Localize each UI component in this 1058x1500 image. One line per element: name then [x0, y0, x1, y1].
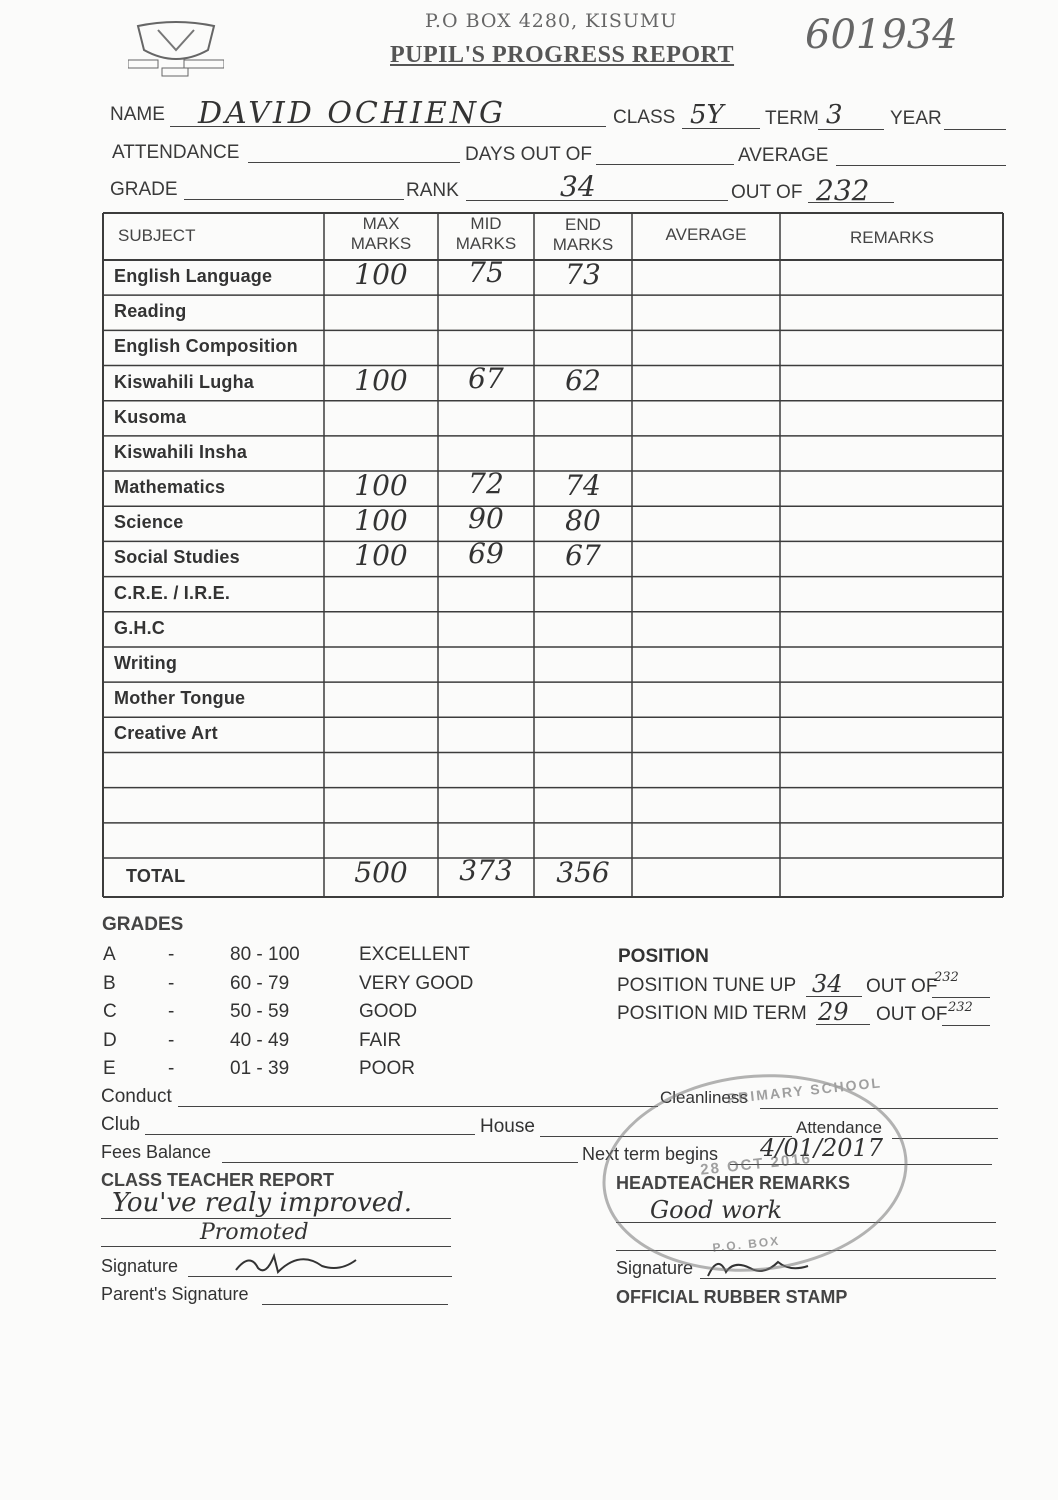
average-label: AVERAGE: [738, 145, 829, 166]
class-teacher-comment-1: You've realy improved.: [112, 1188, 413, 1218]
attendance-footer-label: Attendance: [796, 1118, 883, 1137]
grade-range: 60 - 79: [230, 972, 290, 994]
grade-dash: -: [168, 1058, 175, 1079]
tune-up-label: POSITION TUNE UP: [617, 975, 797, 996]
header-end-marks: END MARKS: [552, 215, 614, 254]
headteacher-comment: Good work: [650, 1196, 783, 1224]
subject-name: Mother Tongue: [114, 688, 246, 709]
next-term-value: 4/01/2017: [760, 1134, 884, 1162]
grade-letter: B: [103, 972, 116, 994]
total-max-marks: 500: [354, 856, 408, 889]
mid-term-out-of-line: [942, 1025, 990, 1026]
cleanliness-label: Cleanliness: [660, 1088, 748, 1107]
grade-letter: A: [103, 944, 116, 965]
serial-number: 601934: [805, 12, 958, 58]
grade-label: GRADE: [110, 179, 178, 200]
grade-description: EXCELLENT: [359, 944, 470, 965]
subject-name: Reading: [114, 301, 187, 322]
mid-marks-value: 67: [468, 361, 504, 395]
class-label: CLASS: [613, 107, 676, 128]
rank-line: [466, 200, 728, 201]
grade-description: POOR: [359, 1058, 415, 1079]
mid-term-out-of-label: OUT OF: [876, 1004, 948, 1025]
subject-name: Kusoma: [114, 406, 187, 427]
grade-range: 40 - 49: [230, 1029, 290, 1051]
grade-dash: -: [168, 944, 175, 965]
school-address: P.O BOX 4280, KISUMU: [425, 10, 678, 32]
mid-marks-value: 75: [468, 256, 504, 289]
mid-marks-value: 69: [468, 537, 504, 571]
grade-letter: E: [103, 1058, 116, 1079]
subject-name: Mathematics: [114, 477, 226, 498]
class-teacher-line-2: [101, 1246, 451, 1247]
subject-name: Kiswahili Lugha: [114, 371, 255, 392]
headteacher-heading: HEADTEACHER REMARKS: [616, 1173, 851, 1193]
subject-name: C.R.E. / I.R.E.: [114, 582, 231, 603]
class-teacher-heading: CLASS TEACHER REPORT: [101, 1170, 335, 1190]
header-remarks: REMARKS: [849, 228, 935, 247]
rank-label: RANK: [406, 180, 459, 201]
subject-name: Creative Art: [114, 723, 218, 744]
next-term-label: Next term begins: [582, 1144, 719, 1164]
class-value: 5Y: [690, 100, 724, 130]
subject-name: Social Studies: [114, 547, 240, 568]
grades-heading: GRADES: [102, 914, 184, 935]
end-marks-value: 67: [565, 539, 601, 573]
subject-name: Science: [114, 512, 184, 533]
max-marks-value: 100: [354, 363, 408, 397]
grade-description: FAIR: [359, 1029, 402, 1051]
stamp-date: 28 OCT 2016: [699, 1150, 813, 1179]
end-marks-value: 73: [565, 258, 601, 291]
signature-label: Signature: [101, 1256, 179, 1276]
grade-line: [184, 199, 404, 200]
parent-signature-line: [262, 1304, 448, 1305]
days-out-of-line: [596, 164, 734, 165]
subject-name: English Language: [114, 266, 273, 286]
end-marks-value: 74: [565, 469, 601, 503]
official-stamp-label: OFFICIAL RUBBER STAMP: [616, 1287, 848, 1307]
marks-table: [102, 212, 1004, 898]
end-marks-value: 80: [565, 504, 601, 538]
grade-dash: -: [168, 1029, 175, 1051]
position-heading: POSITION: [618, 946, 709, 967]
grade-dash: -: [168, 972, 175, 994]
term-label: TERM: [765, 108, 819, 129]
conduct-line: [178, 1106, 658, 1107]
total-mid-marks: 373: [459, 854, 513, 887]
max-marks-value: 100: [354, 469, 408, 503]
term-value: 3: [826, 100, 843, 130]
tune-up-out-of-value: 232: [934, 970, 959, 985]
tune-up-out-of-label: OUT OF: [866, 976, 938, 997]
mid-marks-value: 72: [468, 467, 504, 501]
mid-term-label: POSITION MID TERM: [617, 1003, 807, 1024]
year-label: YEAR: [890, 108, 942, 129]
subject-name: G.H.C: [114, 617, 166, 638]
mid-term-value: 29: [818, 998, 849, 1026]
header-average: AVERAGE: [665, 225, 747, 244]
name-label: NAME: [110, 104, 165, 125]
total-label: TOTAL: [126, 866, 186, 886]
house-label: House: [480, 1116, 535, 1137]
stamp-box: P.O. BOX: [711, 1233, 781, 1255]
fees-balance-line: [222, 1162, 578, 1163]
grade-description: VERY GOOD: [359, 972, 474, 994]
school-rubber-stamp: [593, 1060, 918, 1287]
attendance-footer-line: [892, 1138, 998, 1139]
year-line: [944, 129, 1006, 130]
average-line: [836, 165, 1006, 166]
club-line: [145, 1134, 475, 1135]
conduct-label: Conduct: [101, 1086, 172, 1107]
attendance-label: ATTENDANCE: [112, 142, 240, 163]
grade-letter: D: [103, 1029, 117, 1051]
grade-range: 01 - 39: [230, 1058, 290, 1079]
header-subject: SUBJECT: [118, 226, 196, 245]
out-of-value: 232: [816, 174, 870, 207]
fees-balance-label: Fees Balance: [101, 1142, 212, 1162]
class-teacher-comment-2: Promoted: [200, 1220, 309, 1245]
attendance-line: [248, 162, 460, 163]
stamp-text: PRIMARY SCHOOL: [726, 1074, 883, 1107]
headteacher-signature-label: Signature: [616, 1258, 694, 1278]
subject-name: Writing: [114, 652, 178, 673]
header-max-marks: MAX MARKS: [350, 214, 412, 253]
end-marks-value: 62: [565, 363, 601, 397]
max-marks-value: 100: [354, 504, 408, 538]
rank-value: 34: [560, 170, 596, 203]
mid-term-out-of-value: 232: [948, 1000, 973, 1015]
mid-marks-value: 90: [468, 502, 504, 536]
subject-name: Kiswahili Insha: [114, 441, 248, 462]
total-end-marks: 356: [556, 856, 610, 889]
grade-dash: -: [168, 1001, 175, 1022]
subject-name: English Composition: [114, 336, 298, 357]
out-of-label: OUT OF: [731, 182, 803, 203]
days-out-of-label: DAYS OUT OF: [465, 144, 593, 165]
name-value: DAVID OCHIENG: [198, 96, 507, 131]
max-marks-value: 100: [354, 258, 408, 291]
class-teacher-line-1: [101, 1218, 451, 1219]
grade-range: 80 - 100: [230, 944, 300, 965]
report-title: PUPIL'S PROGRESS REPORT: [390, 42, 735, 68]
tune-up-out-of-line: [932, 997, 990, 998]
tune-up-value: 34: [812, 970, 843, 998]
grade-letter: C: [103, 1001, 117, 1022]
max-marks-value: 100: [354, 539, 408, 573]
header-mid-marks: MID MARKS: [455, 214, 517, 253]
grade-description: GOOD: [359, 1001, 418, 1022]
club-label: Club: [101, 1114, 141, 1135]
school-crest-logo: [128, 20, 224, 78]
class-teacher-signature: [230, 1248, 360, 1283]
grade-range: 50 - 59: [230, 1001, 290, 1022]
parent-signature-label: Parent's Signature: [101, 1284, 249, 1304]
